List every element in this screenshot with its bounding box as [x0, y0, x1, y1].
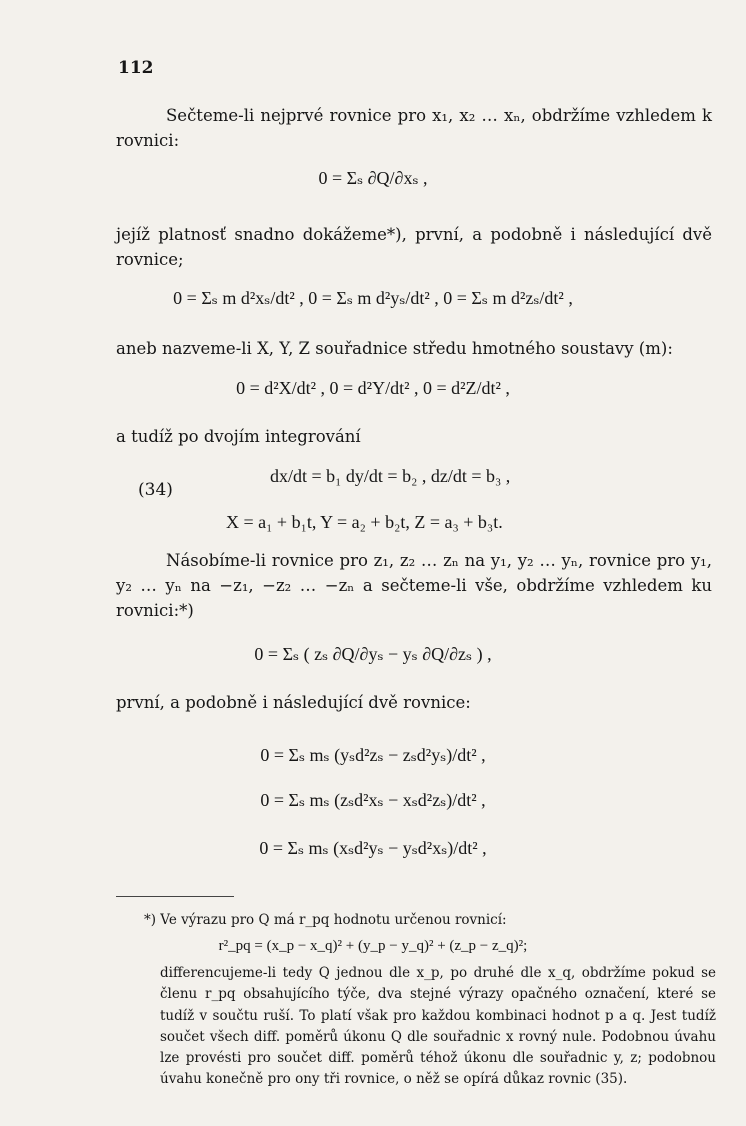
paragraph-6: první, a podobně i následující dvě rovnice: [116, 693, 471, 712]
equation-34-positions: X = a₁ + b₁t, Y = a₂ + b₂t, Z = a₃ + b₃t. [226, 512, 503, 532]
equation-5b: 0 = Σₛ mₛ (zₛd²xₛ − xₛd²zₛ)/dt² , [260, 790, 486, 810]
equation-34-derivatives: dx/dt = b₁ dy/dt = b₂ , dz/dt = b₃ , [270, 466, 511, 486]
equation-1: 0 = Σₛ ∂Q/∂xₛ , [318, 168, 428, 188]
footnote-intro: *) Ve výrazu pro Q má r_pq hodnotu určenou rovnicí: [144, 912, 507, 928]
paragraph-5: Násobíme-li rovnice pro z₁, z₂ … zₙ na y₁, y₂ … yₙ, rovnice pro y₁, y₂ … yₙ na −z₁, −z₂ … −zₙ a sečteme-li vše, obdržíme vzhledem ku rovnici:*) [116, 551, 712, 620]
equation-4: 0 = Σₛ ( zₛ ∂Q/∂yₛ − yₛ ∂Q/∂zₛ ) , [254, 644, 492, 664]
paragraph-1: Sečteme-li nejprvé rovnice pro x₁, x₂ … xₙ, obdržíme vzhledem k rovnici: [116, 106, 712, 150]
footnote-separator [116, 896, 234, 897]
equation-5a: 0 = Σₛ mₛ (yₛd²zₛ − zₛd²yₛ)/dt² , [260, 745, 486, 765]
equation-5c: 0 = Σₛ mₛ (xₛd²yₛ − yₛd²xₛ)/dt² , [259, 838, 487, 858]
paragraph-2: jejíž platnosť snadno dokážeme*), první, a podobně i následující dvě rovnice; [116, 225, 712, 269]
page-number: 112 [118, 58, 154, 78]
equation-3: 0 = d²X/dt² , 0 = d²Y/dt² , 0 = d²Z/dt² , [236, 378, 510, 398]
paragraph-4: a tudíž po dvojím integrování [116, 427, 361, 446]
equation-number-34: (34) [138, 480, 173, 500]
footnote-body: differencujeme-li tedy Q jednou dle x_p, po druhé dle x_q, obdržíme pokud se členu r_pq obsahujícího týče, dva stejné výrazy opačného označení, které se tudíž v součtu ruší. To platí však pro každou kombinaci hodnot p a q. Jest tudíž součet všech diff. poměrů úkonu Q dle souřadnic x rovný nule. Podobnou úvahu lze provésti pro součet diff. poměrů téhož úkonu dle souřadnic y, z; podobnou úvahu konečně pro ony tři rovnice, o něž se opírá důkaz rovnic (35). [160, 965, 716, 1088]
paragraph-3: aneb nazveme-li X, Y, Z souřadnice středu hmotného soustavy (m): [116, 339, 673, 358]
equation-2: 0 = Σₛ m d²xₛ/dt² , 0 = Σₛ m d²yₛ/dt² , 0 = Σₛ m d²zₛ/dt² , [173, 288, 573, 308]
footnote-equation: r²_pq = (x_p − x_q)² + (y_p − y_q)² + (z_p − z_q)²; [218, 938, 528, 954]
